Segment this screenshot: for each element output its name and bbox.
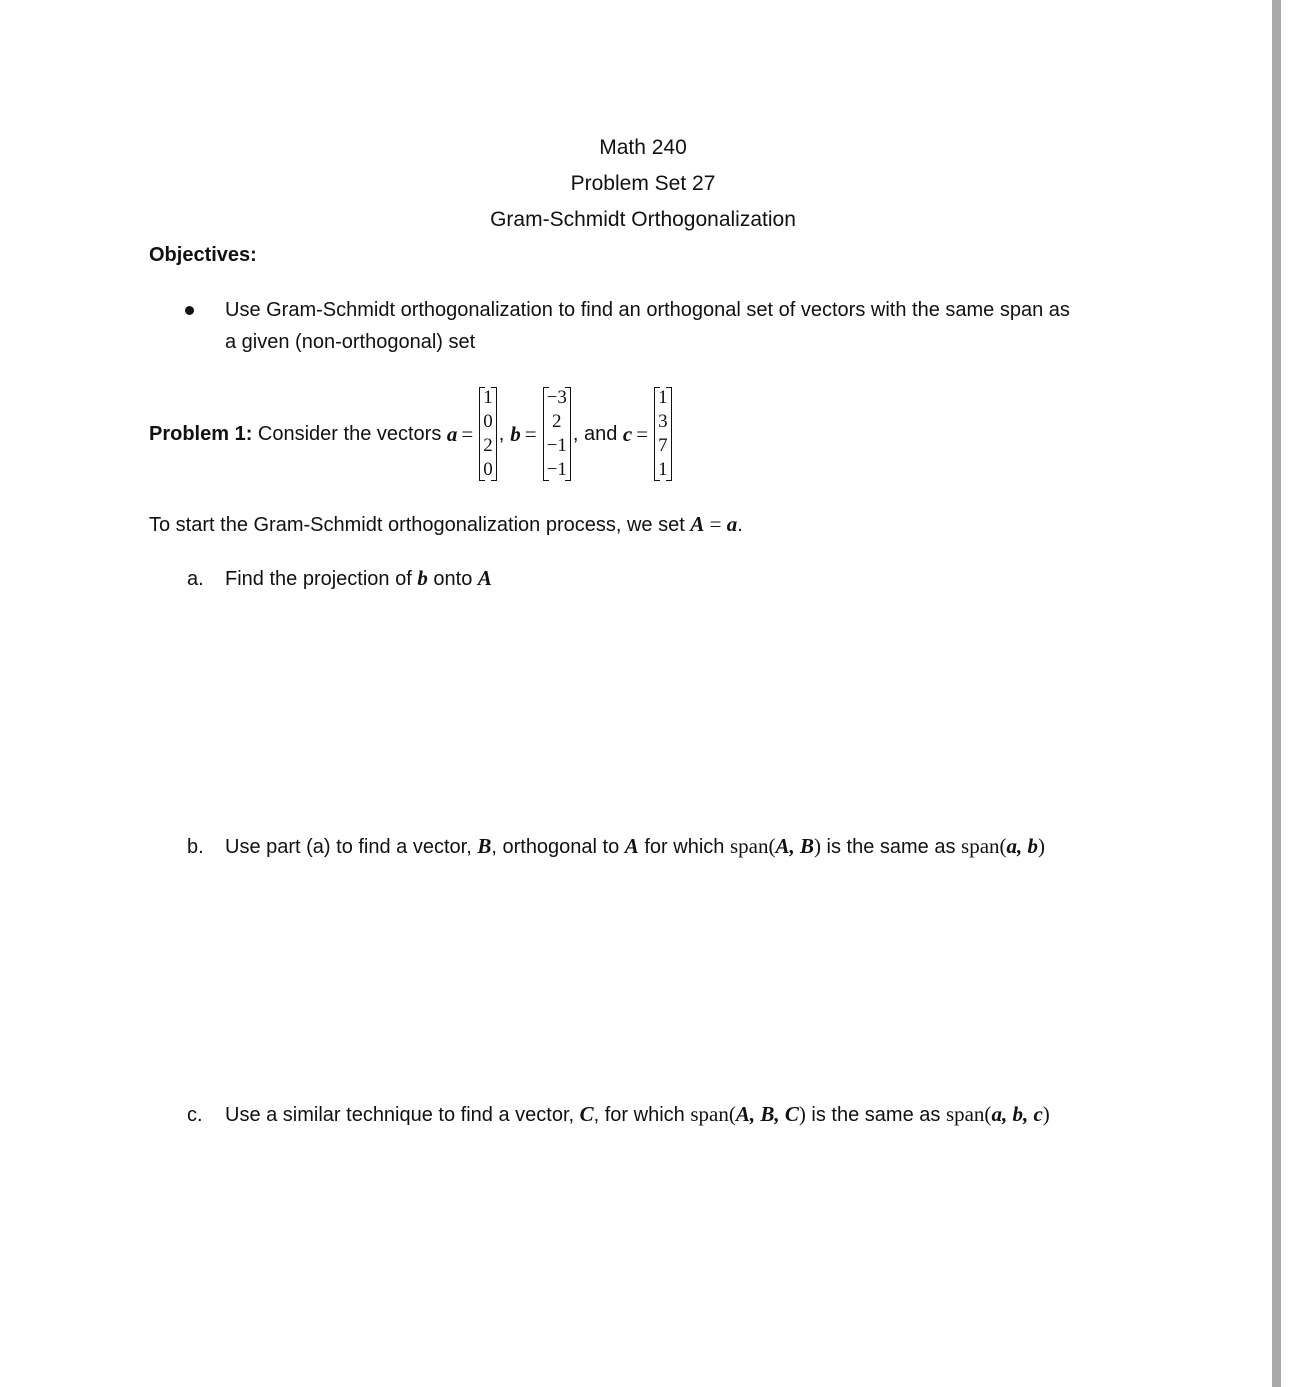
matrix-entry: 0 [483,459,493,480]
start-lhs: A [690,512,705,536]
part-b [187,834,1045,859]
part-b-text: for which [638,836,730,858]
vector-a-matrix [479,386,497,482]
objective-text-line1: Use Gram-Schmidt orthogonalization to find an orthogonal set of vectors with the same span as [225,299,1070,321]
objectives-heading: Objectives: [149,244,257,266]
span-args: a, b [1006,834,1039,858]
span-function: span( [729,834,776,858]
part-c-text: is the same as [805,1104,946,1126]
part-b-text: , orthogonal to [491,836,625,858]
course-title: Math 240 [599,136,687,159]
matrix-entry: 1 [658,459,668,480]
span-function: span( [961,834,1007,858]
vector-b-matrix [543,386,571,482]
start-instruction [149,512,743,537]
vector-c-matrix [654,386,672,482]
span-args: a, b, c [991,1102,1043,1126]
problem1-label: Problem 1: [149,422,253,445]
and-text: , and [572,422,623,445]
span-args: A, B, C [735,1102,799,1126]
start-equals: = [704,512,727,536]
part-b-text: Use part (a) to find a vector, [225,836,478,858]
problem-set-title: Problem Set 27 [570,172,716,195]
equals-sign: = [461,421,474,446]
span-close: ) [1038,834,1046,858]
matrix-entry: 0 [483,411,493,432]
part-c-vector-C: C [579,1102,594,1126]
problem1-intro: Consider the vectors [252,422,447,445]
matrix-entry: −1 [546,435,567,456]
span-function: span( [945,1102,992,1126]
part-c-text: Use a similar technique to find a vector, [225,1104,580,1126]
topic-title: Gram-Schmidt Orthogonalization [490,208,796,231]
problem1-statement [149,384,674,484]
matrix-entry: 1 [658,387,668,408]
part-a [187,566,492,591]
part-a-text: onto [427,568,478,590]
part-b-letter: b. [187,836,204,858]
matrix-entry: −1 [546,459,567,480]
matrix-entry: 3 [658,411,668,432]
vector-b-name: b [510,421,521,446]
part-a-text: Find the projection of [225,568,418,590]
part-c [187,1102,1050,1127]
objective-text-line2: a given (non-orthogonal) set [225,331,476,353]
part-c-letter: c. [187,1104,203,1126]
matrix-entry: 2 [483,435,493,456]
span-function: span( [690,1102,736,1126]
part-b-vector-A: A [624,834,639,858]
part-a-vector-b: b [417,566,428,590]
span-close: ) [813,834,821,858]
matrix-entry: 1 [483,387,493,408]
equals-sign: = [524,421,537,446]
start-rhs: a [726,512,738,536]
vector-a-name: a [446,421,458,446]
part-b-text: is the same as [820,836,962,858]
part-b-vector-B: B [477,834,492,858]
start-period: . [737,514,743,536]
matrix-entry: −3 [546,387,567,408]
span-close: ) [1042,1102,1050,1126]
bullet-icon [185,306,194,315]
part-a-letter: a. [187,568,204,590]
span-args: A, B [775,834,814,858]
start-text: To start the Gram-Schmidt orthogonalization process, we set [149,514,691,536]
part-a-vector-A: A [477,566,492,590]
vector-c-name: c [622,421,633,446]
matrix-entry: 2 [552,411,562,432]
span-close: ) [798,1102,806,1126]
comma: , [498,422,505,445]
matrix-entry: 7 [658,435,668,456]
equals-sign: = [636,421,649,446]
part-c-text: , for which [593,1104,691,1126]
